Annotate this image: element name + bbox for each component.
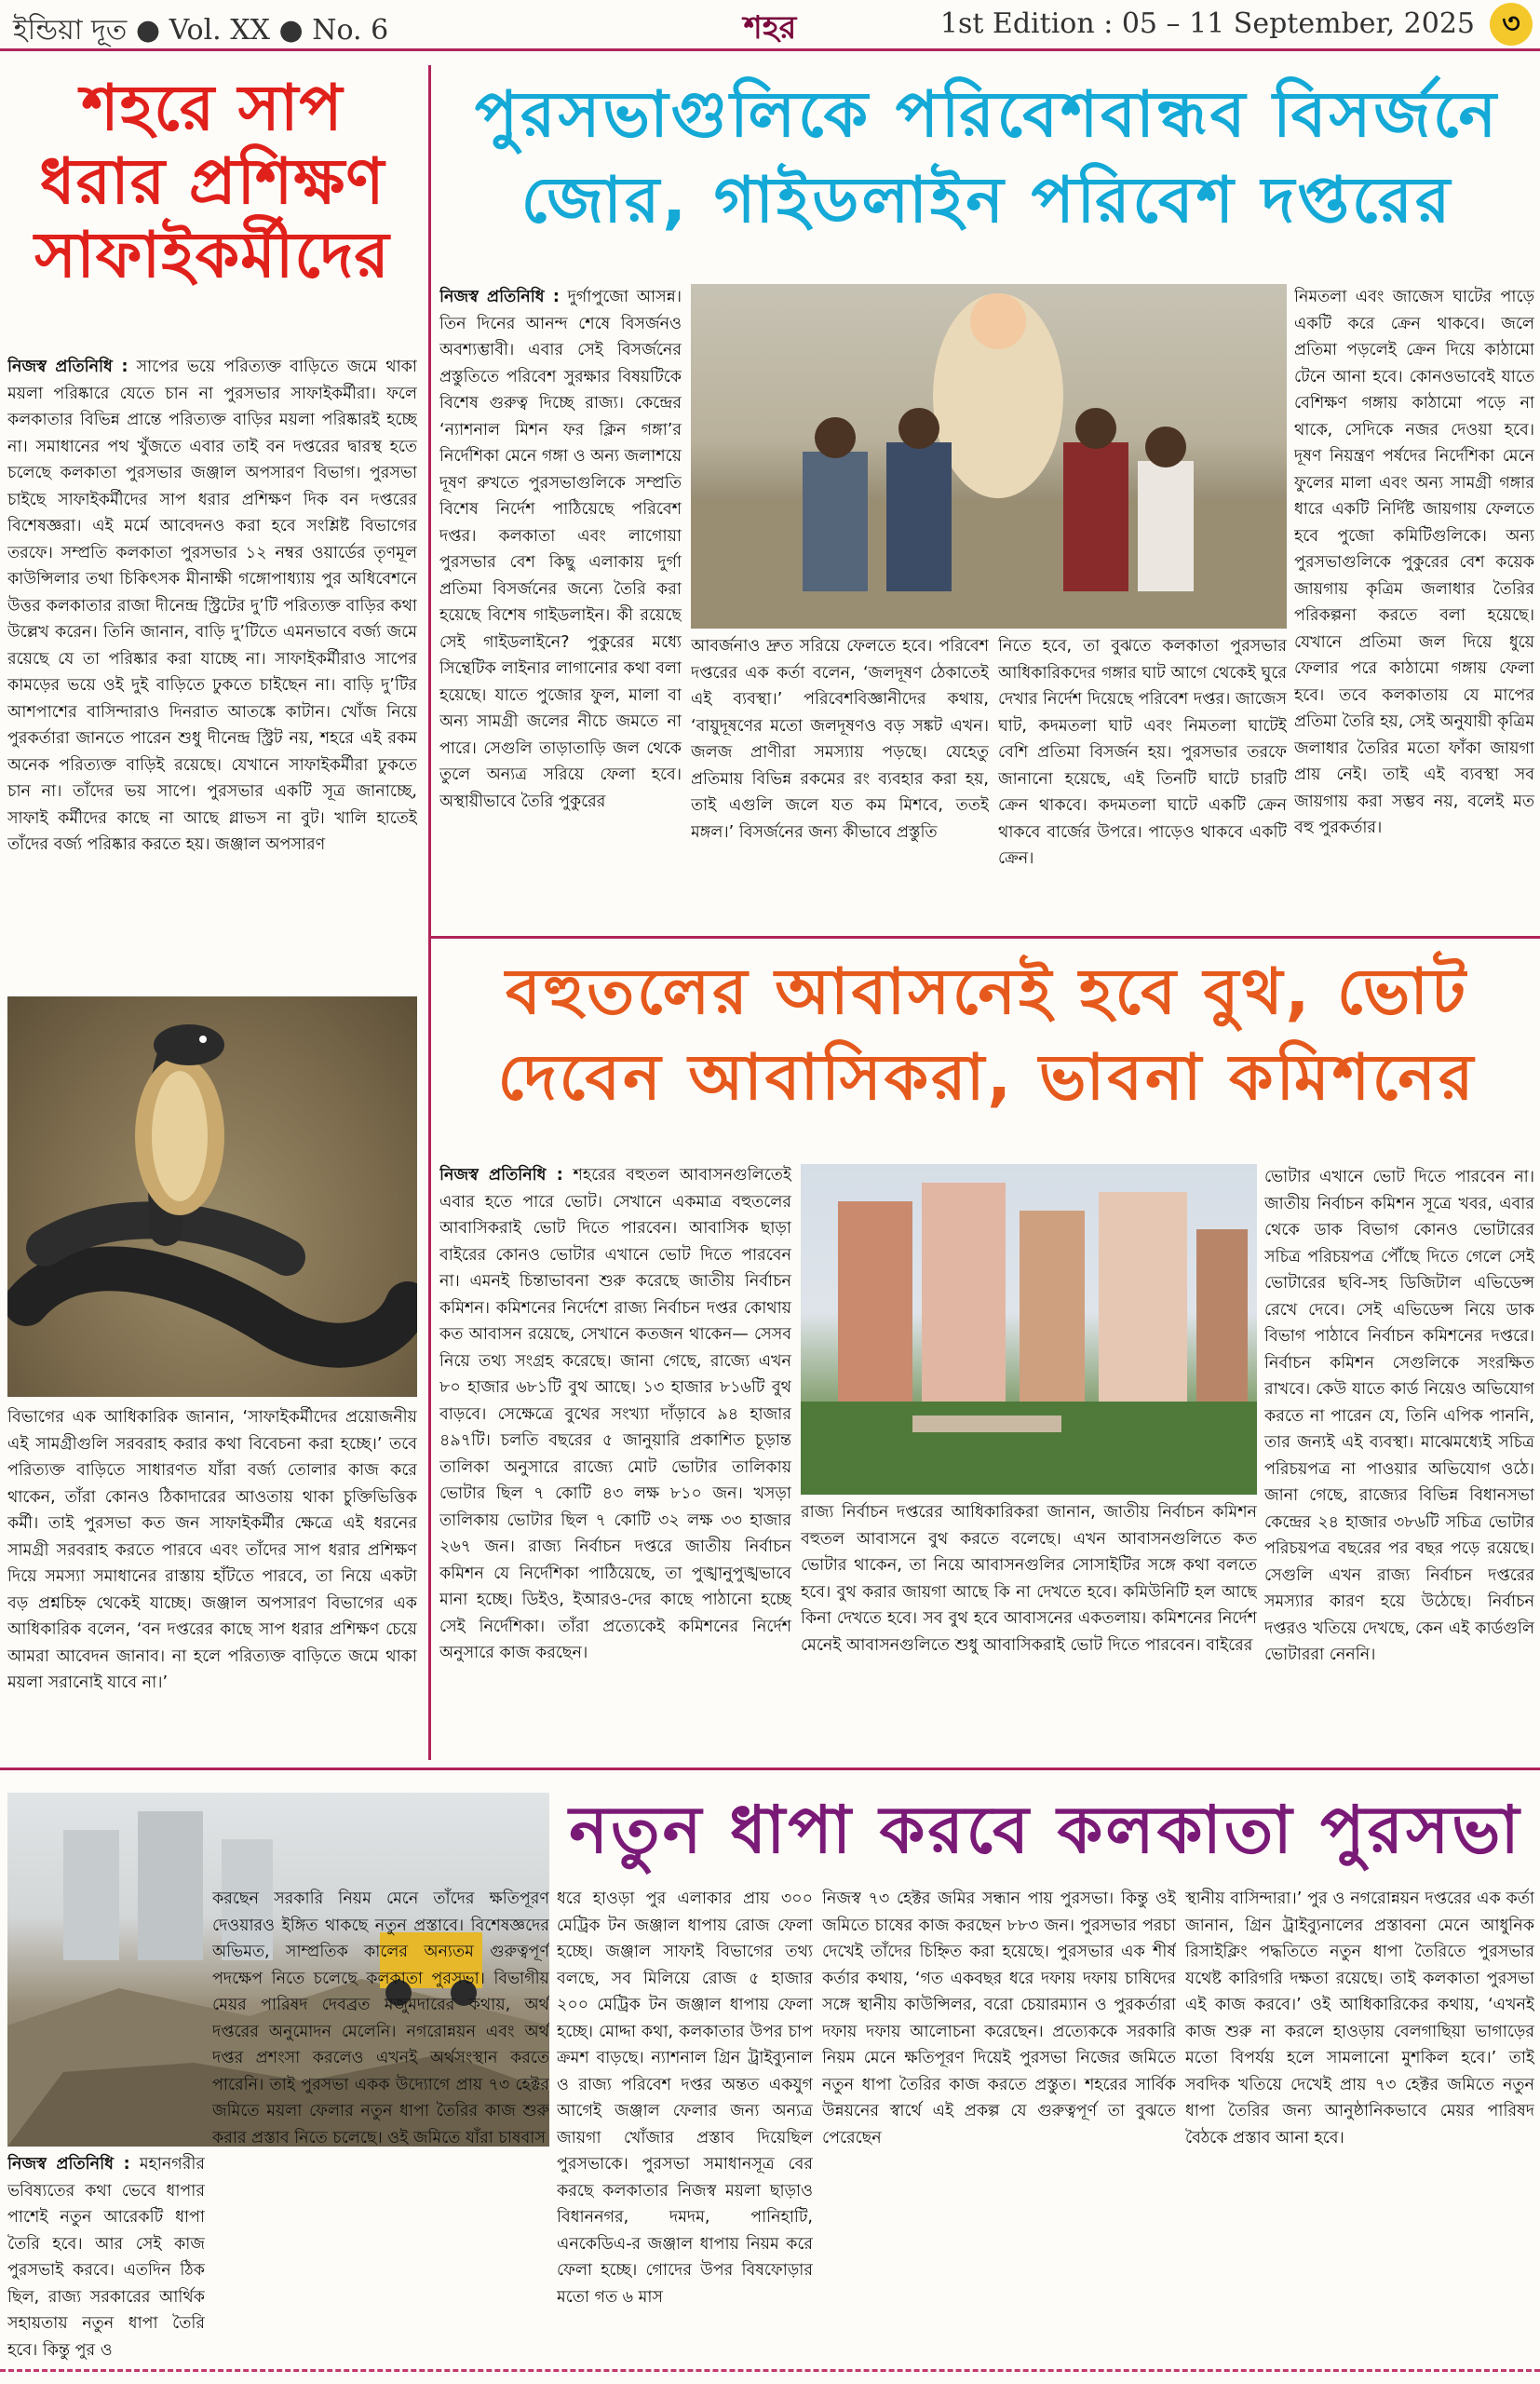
dump-headline: নতুন ধাপা করবে কলকাতা পুরসভা [569,1792,1522,1868]
dump-col-2 [212,1886,549,2365]
highrise-illustration [801,1164,1257,1495]
footer-rule [0,2369,1540,2372]
section-divider [0,1768,1540,1770]
snake-story-body-1 [7,354,417,987]
booth-col-2: রাজ্য নির্বাচন দপ্তরের আধিকারিকরা জানান, জাতীয় নির্বাচন কমিশন বহুতল আবাসনে বুথ করতে বলেছে। এখন আবাসনগুলিতে কত ভোটার থাকেন, তা নিয়ে আবাসনগুলির সোসাইটির সঙ্গে কথা বলতে হবে। বুথ করার জায়গা আছে কি না দেখতে হবে। কমিউনিটি হল আছে কিনা দেখতে হবে। সব বুথ হবে আবাসনের একতলায়। কমিশনের নির্দেশ মেনেই আবাসনগুলিতে শুধু আবাসিকরাই ভোট দিতে পারবেন। বাইরের [801,1503,1257,1655]
bullet-separator: ● [278,14,313,47]
issue: No. 6 [312,14,389,47]
snake-headline: শহরে সাপ ধরার প্রশিক্ষণ সাফাইকর্মীদের [34,72,390,292]
dump-col-5: স্থানীয় বাসিন্দারা।’ পুর ও নগরোন্নয়ন দপ্তরের এক কর্তা জানান, গ্রিন ট্রাইব্যুনালের প্রস্তাবনা মেনে আধুনিক রিসাইক্লিং পদ্ধতিতে নতুন ধাপা তৈরিতে পুরসভার যথেষ্ট কারিগরি দক্ষতা রয়েছে। তাই কলকাতা পুরসভা এই কাজ করবে।’ ওই আধিকারিকের কথায়, ‘এখনই কাজ শুরু না করলে হাওড়ায় বেলগাছিয়া ভাগাড়ের মতো বিপর্যয় হলে সামলানো মুশকিল হবে।’ তাই সবদিক খতিয়ে দেখেই প্রায় ৭৩ হেক্টর জমিতে নতুন ধাপা তৈরির জন্য আনুষ্ঠানিকভাবে মেয়র পারিষদ বৈঠকে প্রস্তাব আনা হবে। [1185,1890,1534,2147]
byline: নিজস্ব প্রতিনিধি : [7,2155,130,2174]
section-divider [431,936,1540,939]
immersion-col-4: নিমতলা এবং জাজেস ঘাটের পাড়ে একটি করে ক্রেন থাকবে। জলে প্রতিমা পড়লেই ক্রেন দিয়ে কাঠামো টেনে আনা হবে। কোনওভাবেই যাতে বেশিক্ষণ গঙ্গায় কাঠামো পড়ে না থাকে, সেদিকে নজর দেওয়া হবে। দূষণ নিয়ন্ত্রণ পর্ষদের নির্দেশিকা মেনে ফুলের মালা এবং অন্য সামগ্রী গঙ্গার ধারে একটি নির্দিষ্ট জায়গায় ফেলতে হবে পুজো কমিটিগুলিকে। অন্য পুরসভাগুলিকে পুকুরের বেশ কয়েক জায়গায় কৃত্রিম জলাধার তৈরির পরিকল্পনা করতে বলা হয়েছে। যেখানে প্রতিমা জল দিয়ে ধুয়ে ফেলার পরে কাঠামো গঙ্গায় ফেলা হবে। তবে কলকাতায় যে মাপের প্রতিমা তৈরি হয়, সেই অনুযায়ী কৃত্রিম জলাধার তৈরির মতো ফাঁকা জায়গা প্রায় নেই। তাই এই ব্যবস্থা সব জায়গায় করা সম্ভব নয়, বলেই মত বহু পুরকর্তার। [1294,288,1534,837]
dump-col-1 [7,2151,205,2365]
byline: নিজস্ব প্রতিনিধি : [7,358,128,376]
paragraph: সাপের ভয়ে পরিত্যক্ত বাড়িতে জমে থাকা ময়লা পরিষ্কারে যেতে চান না পুরসভার সাফাইকর্মীরা। ফলে কলকাতার বিভিন্ন প্রান্তে পরিত্যক্ত বাড়ির ময়লা পরিষ্কারই হচ্ছে না। সমাধানের পথ খুঁজতে এবার তাই বন দপ্তরের দ্বারস্থ হতে চলেছে কলকাতা পুরসভার জঞ্জাল অপসারণ বিভাগ। পুরসভা চাইছে সাফাইকর্মীদের সাপ ধরার প্রশিক্ষণ দিক বন দপ্তরের বিশেষজ্ঞরা। এই মর্মে আবেদনও করা হবে সংশ্লিষ্ট বিভাগের তরফে। সম্প্রতি কলকাতা পুরসভার ১২ নম্বর ওয়ার্ডের তৃণমূল কাউন্সিলার তথা চিকিৎসক মীনাক্ষী গঙ্গোপাধ্যায় পুর অধিবেশনে উত্তর কলকাতার রাজা দীনেন্দ্র স্ট্রিটের দু’টি পরিত্যক্ত বাড়ির কথা উল্লেখ করেন। তিনি জানান, বাড়ি দু’টিতে এমনভাবে বর্জ্য জমে রয়েছে যে তা পরিষ্কার করা যাচ্ছে না। সাফাইকর্মীরাও সাপের কামড়ের ভয়ে ওই দুই বাড়িতে ঢুকতে চাইছেন না। বাড়ি দু’টির আশপাশের বাসিন্দারাও দিনরাত আতঙ্কে কাটান। খোঁজ নিয়ে পুরকর্তারা জানতে পারেন শুধু দীনেন্দ্র স্ট্রিট নয়, শহরে এই রকম অনেক পরিত্যক্ত বাড়িই রয়েছে। যেখানে সাফাইকর্মীরা ঢুকতে চান না। তাঁদের ভয় সাপে। পুরসভার একটি সূত্র জানাচ্ছে, সাফাই কর্মীদের কাছে না আছে গ্লাভস না বুট। খালি হাতেই তাঁদের বর্জ্য পরিষ্কার করতে হয়। জঞ্জাল অপসারণ [7,358,417,854]
immersion-col-3: নিতে হবে, তা বুঝতে কলকাতা পুরসভার আধিকারিকদের গঙ্গার ঘাট আগে থেকেই ঘুরে দেখার নির্দেশ দিয়েছে পরিবেশ দপ্তর। জাজেস ঘাট, কদমতলা ঘাট এবং নিমতলা ঘাটেই বেশি প্রতিমা বিসর্জন হয়। পুরসভার তরফে জানানো হয়েছে, এই তিনটি ঘাটে চারটি ক্রেন থাকবে। কদমতলা ঘাটে একটি ক্রেন থাকবে বার্জের উপরে। পাড়েও থাকবে একটি ক্রেন। [998,637,1287,868]
dump-col-4: নিজস্ব ৭৩ হেক্টর জমির সন্ধান পায় পুরসভা। কিন্তু ওই জমিতে চাষের কাজ করছেন ৮৮৩ জন। পুরসভার পরচা দেখেই তাঁদের চিহ্নিত করা হয়েছে। পুরসভার এক শীর্ষ কর্তার কথায়, ‘গত একবছর ধরে দফায় দফায় চাষিদের সঙ্গে স্থানীয় কাউন্সিলর, বরো চেয়ারম্যান ও পুরকর্তারা দফায় দফায় আলোচনা করেছেন। প্রত্যেককে সরকারি নিয়ম মেনে ক্ষতিপূরণ দিয়েই পুরসভা নিজের জমিতে নতুন ধাপা তৈরির কাজ করতে প্রস্তুত। শহরের সার্বিক উন্নয়নের স্বার্থে এই প্রকল্প যে গুরুত্বপূর্ণ তা বুঝতে পেরেছেন [822,1890,1176,2147]
paragraph: দুর্গাপুজো আসন্ন। তিন দিনের আনন্দ শেষে বিসর্জনও অবশ্যম্ভাবী। এবার সেই বিসর্জনের প্রস্তুতিতে পরিবেশ সুরক্ষার বিষয়টিকে বিশেষ গুরুত্ব দিচ্ছে রাজ্য। কেন্দ্রের ‘ন্যাশনাল মিশন ফর ক্লিন গঙ্গা’র নির্দেশিকা মেনে গঙ্গা ও অন্য জলাশয়ে দূষণ রুখতে পুরসভাগুলিকে সম্প্রতি বিশেষ নির্দেশ পাঠিয়েছে পরিবেশ দপ্তর। কলকাতা এবং লাগোয়া পুরসভার বেশ কিছু এলাকায় দুর্গা প্রতিমা বিসর্জনের জন্যে তৈরি করা হয়েছে বিশেষ গাইডলাইন। কী রয়েছে সেই গাইডলাইনে? পুকুরের মধ্যে সিন্থেটিক লাইনার লাগানোর কথা বলা হয়েছে। যাতে পুজোর ফুল, মালা বা অন্য সামগ্রী জলের নীচে জমতে না পারে। সেগুলি তাড়াতাড়ি জল থেকে তুলে অন্যত্র সরিয়ে ফেলা হবে। অস্থায়ীভাবে তৈরি পুকুরের [439,288,682,811]
masthead [0,0,1540,48]
byline: নিজস্ব প্রতিনিধি : [439,288,560,306]
booth-headline: বহুতলের আবাসনেই হবে বুথ, ভোট দেবেন আবাসিকরা, ভাবনা কমিশনের [497,955,1477,1115]
immersion-headline: পুরসভাগুলিকে পরিবেশবান্ধব বিসর্জনে জোর, গাইডলাইন পরিবেশ দপ্তরের [474,78,1500,237]
paragraph: মহানগরীর ভবিষ্যতের কথা ভেবে ধাপার পাশেই নতুন আরেকটি ধাপা তৈরি হবে। আর সেই কাজ পুরসভাই করবে। এতদিন ঠিক ছিল, রাজ্য সরকারের আর্থিক সহায়তায় নতুন ধাপা তৈরি হবে। কিন্তু পুর ও [7,2155,205,2360]
page-number-badge: ৩ [1490,3,1533,46]
edition-date: 1st Edition : 05 – 11 September, 2025 [939,7,1475,40]
bullet-separator: ● [135,14,169,47]
paragraph: শহরের বহুতল আবাসনগুলিতেই এবার হতে পারে ভোট। সেখানে একমাত্র বহুতলের আবাসিকরাই ভোট দিতে পারবেন। আবাসিক ছাড়া বাইরের কোনও ভোটার এখানে ভোট দিতে পারবেন না। এমনই চিন্তাভাবনা শুরু করেছে জাতীয় নির্বাচন কমিশন। কমিশনের নির্দেশে রাজ্য নির্বাচন দপ্তর কোথায় কত আবাসন রয়েছে, সেখানে কতজন থাকেন— সেসব নিয়ে তথ্য সংগ্রহ করেছে। জানা গেছে, রাজ্যে এখন ৮০ হাজার ৬৮১টি বুথ আছে। ১৩ হাজার ৮১৬টি বুথ বাড়বে। সেক্ষেত্রে বুথের সংখ্যা দাঁড়াবে ৯৪ হাজার ৪৯৭টি। চলতি বছরের ৫ জানুয়ারি প্রকাশিত চূড়ান্ত তালিকা অনুসারে রাজ্যে মোট ভোটার তালিকায় ভোটার ছিল ৭ কোটি ৪৩ লক্ষ ৮১০ জন। খসড়া তালিকায় ভোটার ছিল ৭ কোটি ৩২ লক্ষ ৩৩ হাজার ২৬৭ জন। রাজ্য নির্বাচন দপ্তরে জাতীয় নির্বাচন কমিশন যে নির্দেশিকা পাঠিয়েছে, তা পুঙ্খানুপুঙ্খভাবে মানা হচ্ছে। ডিইও, ইআরও-দের কাছে পাঠানো হচ্ছে সেই নির্দেশিকা। তাঁরা প্রত্যেকেই কমিশনের নির্দেশ অনুসারে কাজ করছেন। [439,1166,791,1662]
booth-col-3: ভোটার এখানে ভোট দিতে পারবেন না। জাতীয় নির্বাচন কমিশন সূত্রে খবর, এবার থেকে ডাক বিভাগ কোনও ভোটারের সচিত্র পরিচয়পত্র পৌঁছে দিতে গেলে সেই ভোটারের ছবি-সহ ডিজিটাল এভিডেন্স রেখে দেবে। সেই এভিডেন্স নিয়ে ডাক বিভাগ পাঠাবে নির্বাচন কমিশনের দপ্তরে। নির্বাচন কমিশন সেগুলিকে সংরক্ষিত রাখবে। কেউ যাতে কার্ড নিয়েও অভিযোগ করতে না পারেন যে, তিনি এপিক পাননি, তার জন্যই এই ব্যবস্থা। মাঝেমধ্যেই সচিত্র পরিচয়পত্র না পাওয়ার অভিযোগ ওঠে। জানা গেছে, রাজ্যের বিভিন্ন বিধানসভা কেন্দ্রের ২৪ হাজার ৩৮৬টি সচিত্র ভোটার পরিচয়পত্র বছরের পর বছর পড়ে রয়েছে। সেগুলি এখন রাজ্য নির্বাচন দপ্তরের সমস্যার কারণ হয়ে উঠেছে। নির্বাচন দপ্তরও খতিয়ে দেখছে, কেন এই কার্ডগুলি ভোটাররা নেননি। [1264,1168,1534,1664]
immersion-col-2: আবর্জনাও দ্রুত সরিয়ে ফেলতে হবে। পরিবেশ দপ্তরের এক কর্তা বলেন, ‘জলদূষণ ঠেকাতেই এই ব্যবস্থা।’ পরিবেশবিজ্ঞানীদের কথায়, ‘বায়ুদূষণের মতো জলদূষণও বড় সঙ্কট এখন। জলজ প্রাণীরা সমস্যায় পড়ছে। যেহেতু প্রতিমায় বিভিন্ন রকমের রং ব্যবহার করা হয়, তাই এগুলি জলে যত কম মিশবে, ততই মঙ্গল।’ বিসর্জনের জন্য কীভাবে প্রস্তুতি [691,637,989,842]
immersion-illustration [691,284,1287,629]
paper-name: ইন্ডিয়া দূত [13,14,128,47]
snake-story-body-2: বিভাগের এক আধিকারিক জানান, ‘সাফাইকর্মীদের প্রয়োজনীয় এই সামগ্রীগুলি সরবরাহ করার কথা বিবেচনা করা হচ্ছে।’ তবে পরিত্যক্ত বাড়িতে সাধারণত যাঁরা বর্জ্য তোলার কাজ করে থাকেন, তাঁরা কোনও ঠিকাদারের আওতায় থাকা চুক্তিভিত্তিক কর্মী। তাই পুরসভা কত জন সাফাইকর্মীর ক্ষেত্রে এই ধরনের সামগ্রী সরবরাহ করতে পারবে এবং তাঁদের সাপ ধরার প্রশিক্ষণ দিয়ে সমস্যা সমাধানের রাস্তায় হাঁটতে পারবে, তা নিয়ে একটা বড় প্রশ্নচিহ্ন থেকেই যাচ্ছে। জঞ্জাল অপসারণ বিভাগের এক আধিকারিক বলেন, ‘বন দপ্তরের কাছে সাপ ধরার প্রশিক্ষণ চেয়ে আমরা আবেদন জানাব। না হলে পরিত্যক্ত বাড়িতে জমে থাকা ময়লা সরানোই যাবে না।’ [7,1408,417,1692]
column-divider [428,65,431,1760]
volume: Vol. XX [169,14,270,47]
booth-col-1 [439,1162,791,1758]
cobra-photo [7,996,417,1397]
dump-col-3: ধরে হাওড়া পুর এলাকার প্রায় ৩০০ মেট্রিক টন জঞ্জাল ধাপায় রোজ ফেলা হচ্ছে। জঞ্জাল সাফাই বিভাগের তথ্য বলছে, সব মিলিয়ে রোজ ৫ হাজার ২০০ মেট্রিক টন জঞ্জাল ধাপায় ফেলা হচ্ছে। মোদ্দা কথা, কলকাতার উপর চাপ ক্রমশ বাড়ছে। ন্যাশনাল গ্রিন ট্রাইব্যুনাল ও রাজ্য পরিবেশ দপ্তর অন্তত একযুগ আগেই জঞ্জাল ফেলার জন্য অন্যত্র জায়গা খোঁজার প্রস্তাব দিয়েছিল পুরসভাকে। পুরসভা সমাধানসূত্র বের করছে কলকাতার নিজস্ব ময়লা ছাড়াও বিধাননগর, দমদম, পানিহাটি, এনকেডিএ-র জঞ্জাল ধাপায় নিয়ম করে ফেলা হচ্ছে। গোদের উপর বিষফোড়ার মতো গত ৬ মাস [557,1890,813,2307]
section-title: শহর [743,9,797,47]
durga-immersion-photo [691,284,1287,629]
masthead-rule [0,48,1540,51]
byline: নিজস্ব প্রতিনিধি : [439,1166,563,1185]
highrise-photo [801,1164,1257,1495]
immersion-col-1 [439,284,682,927]
cobra-illustration [7,996,417,1397]
paragraph: করছেন সরকারি নিয়ম মেনে তাঁদের ক্ষতিপূরণ দেওয়ারও ইঙ্গিত থাকছে নতুন প্রস্তাবে। বিশেষজ্ঞদের অভিমত, সাম্প্রতিক কালের অন্যতম গুরুত্বপূর্ণ পদক্ষেপ নিতে চলেছে কলকাতা পুরসভা। বিভাগীয় মেয়র পারিষদ দেবব্রত মজুমদারের কথায়, অর্থ দপ্তরের অনুমোদন মেলেনি। নগরোন্নয়ন এবং অর্থ দপ্তর প্রশংসা করলেও এখনই অর্থসংস্থান করতে পারেনি। তাই পুরসভা একক উদ্যোগে প্রায় ৭৩ হেক্টর জমিতে ময়লা ফেলার নতুন ধাপা তৈরির কাজ শুরু করার প্রস্তাব নিতে চলেছে। ওই জমিতে যাঁরা চাষবাস [212,1890,549,2147]
